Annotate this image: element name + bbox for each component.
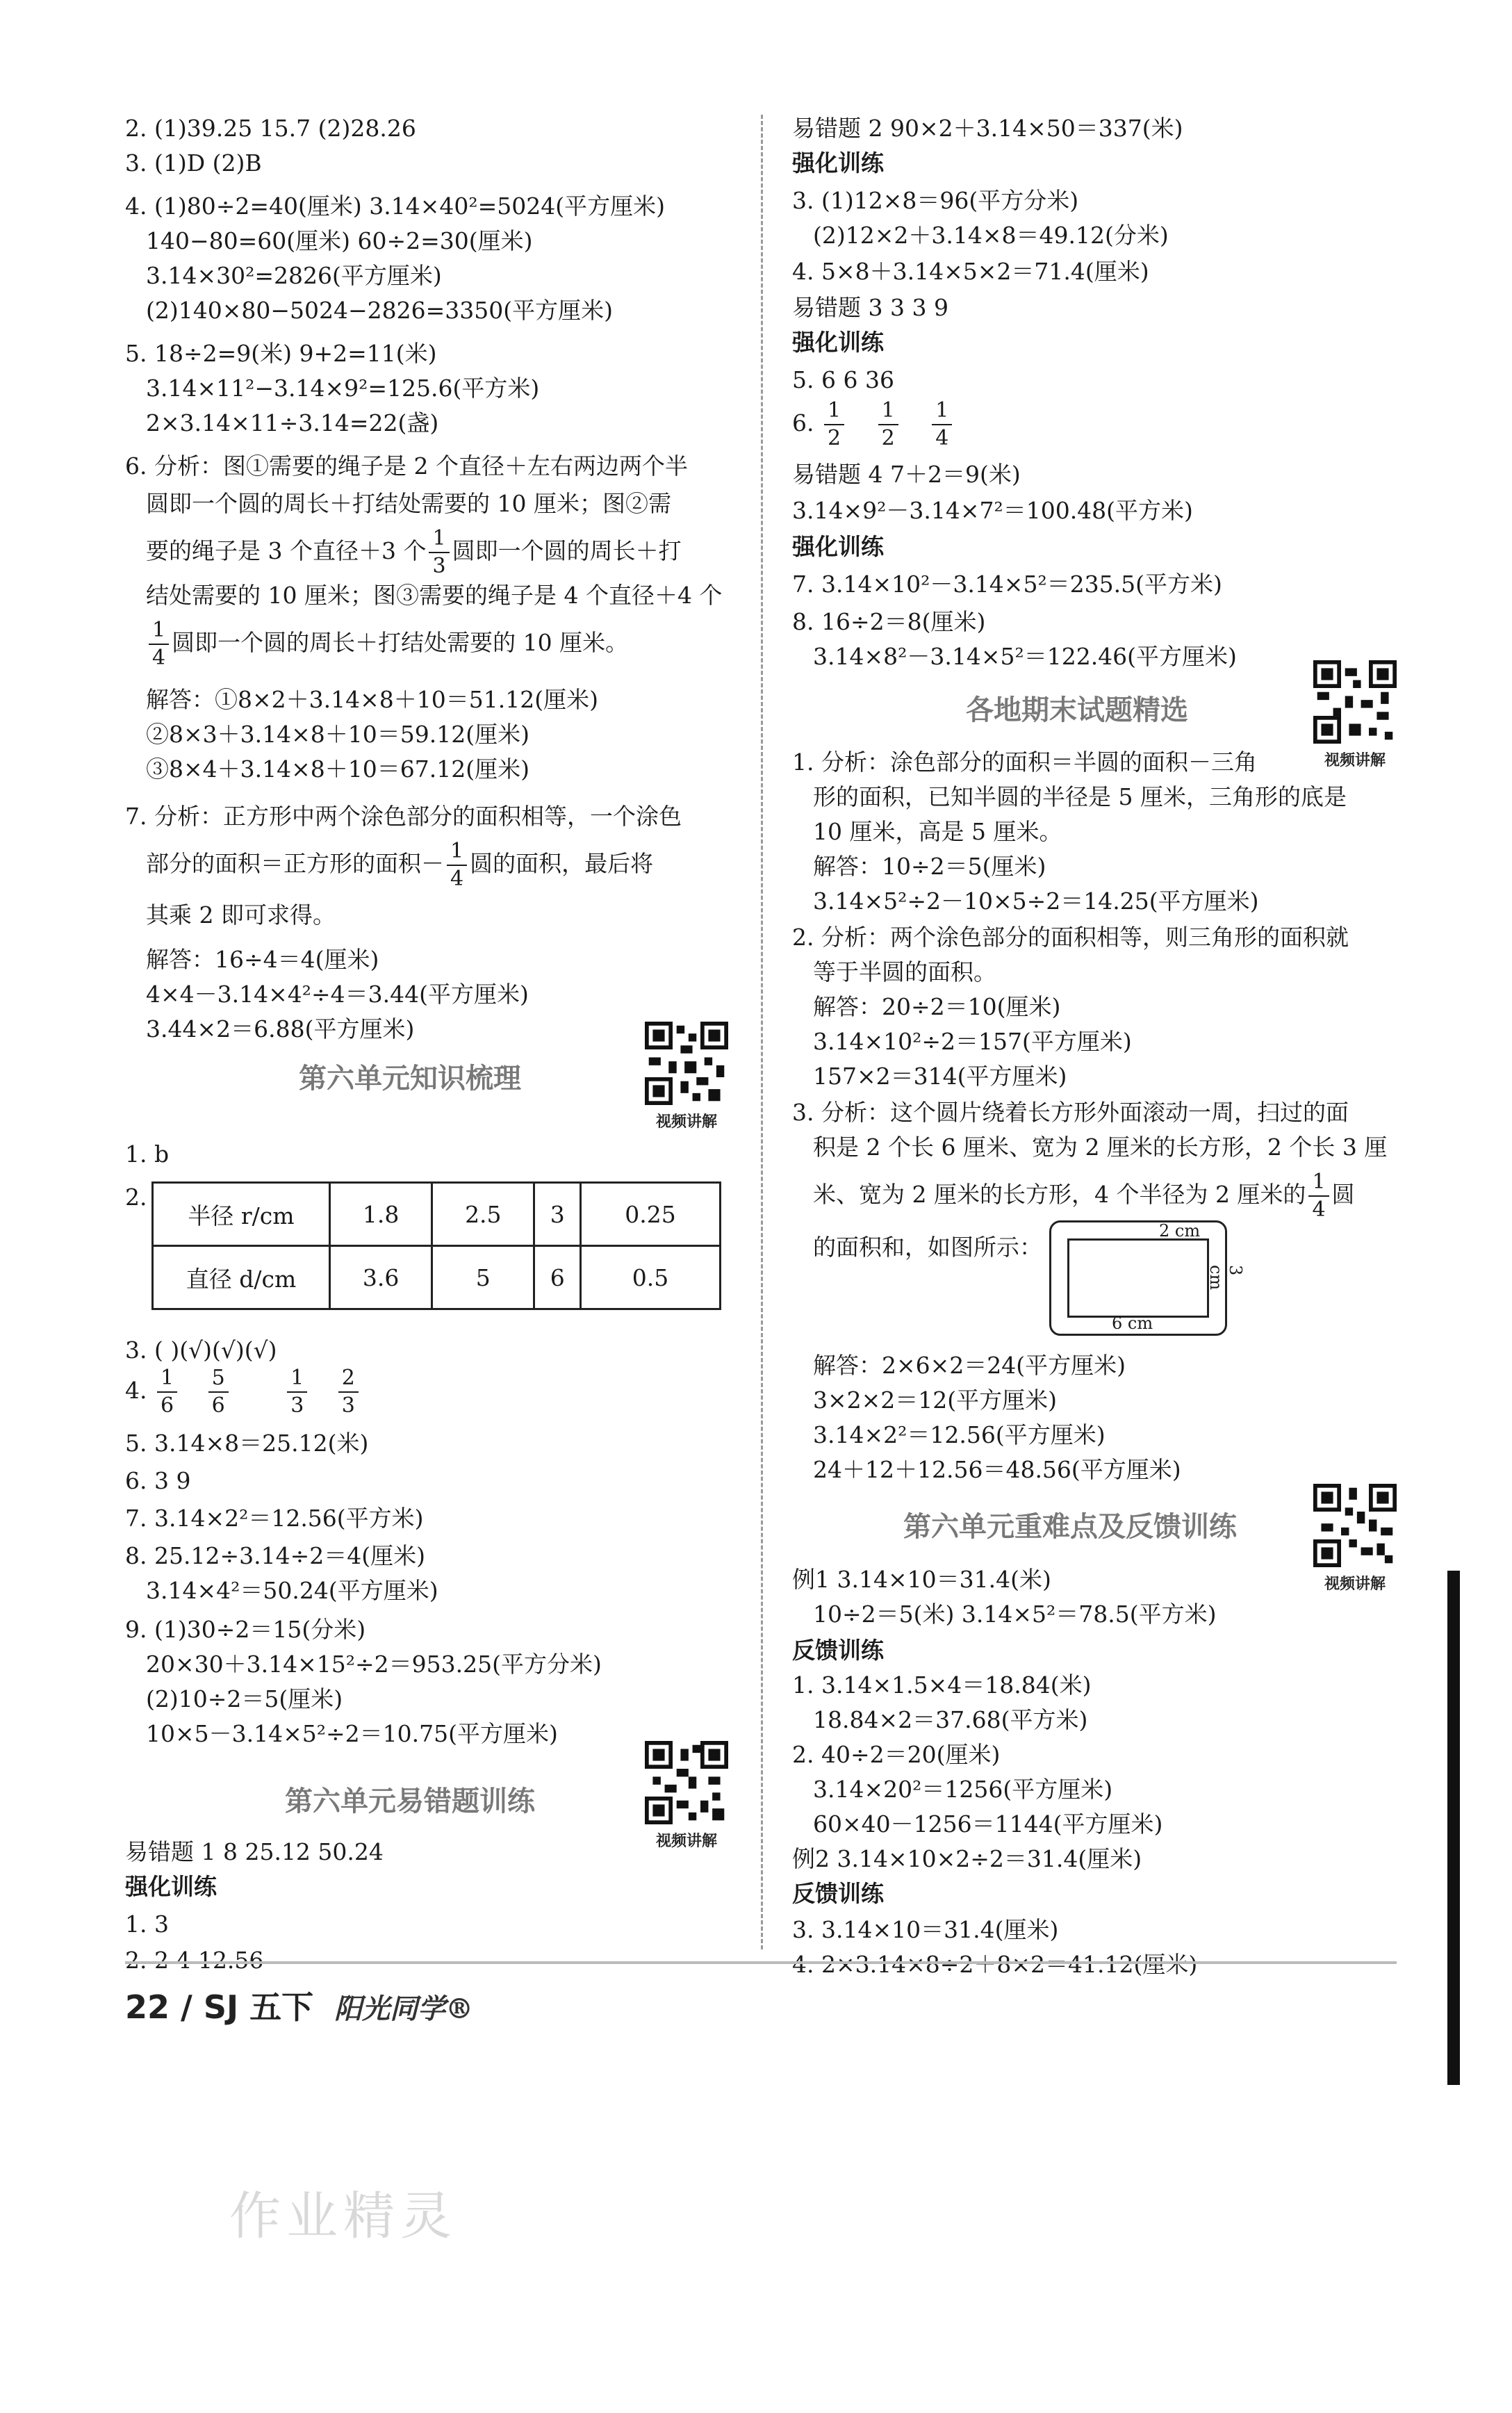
- denominator: 4: [450, 867, 464, 891]
- qr-caption: 视频讲解: [1324, 752, 1386, 769]
- section-title-knowledge: 第六单元知识梳理: [299, 1063, 521, 1095]
- denominator: 6: [161, 1393, 174, 1418]
- knowledge-1: [125, 1137, 169, 1172]
- answer-4: 4. (1)80÷2=40(厘米) 3.14×40²=5024(平方厘米): [125, 193, 665, 220]
- exam-1-line: 形的面积，已知半圆的半径是 5 厘米，三角形的底是: [813, 783, 1347, 810]
- table-header-cell: 半径 r/cm: [153, 1183, 330, 1246]
- text-segment: 部分的面积＝正方形的面积－: [146, 850, 444, 877]
- fraction: [932, 400, 952, 449]
- qr-code-icon[interactable]: [1313, 660, 1397, 744]
- knowledge-2-label: 2.: [125, 1184, 147, 1211]
- text-segment: 圆即一个圆的周长＋打: [452, 537, 682, 564]
- practice-7: 7. 3.14×10²－3.14×5²＝235.5(平方米): [792, 571, 1222, 598]
- item-label: 6.: [792, 409, 814, 436]
- practice-6: [792, 400, 955, 449]
- answer-4-line: 140−80=60(厘米) 60÷2=30(厘米): [146, 227, 533, 254]
- mistake-4-line: 3.14×9²－3.14×7²＝100.48(平方米): [792, 497, 1193, 524]
- numerator: 1: [429, 528, 449, 553]
- radius-diameter-table: [151, 1181, 721, 1310]
- qr-code-icon[interactable]: [645, 1741, 728, 1824]
- answer-4-line: 3.14×30²=2826(平方厘米): [146, 262, 442, 289]
- practice-heading: 强化训练: [792, 533, 884, 560]
- answer-5: 5. 18÷2=9(米) 9+2=11(米): [125, 340, 437, 367]
- table-cell: 2.5: [432, 1183, 534, 1246]
- answer-6-line: 圆即一个圆的周长＋打结处需要的 10 厘米；图②需: [146, 490, 671, 517]
- feedback-4: 4. 2×3.14×8÷2＋8×2＝41.12(厘米): [792, 1951, 1198, 1978]
- answer-7-line: [146, 841, 653, 890]
- knowledge-9: 9. (1)30÷2＝15(分米): [125, 1616, 366, 1643]
- table-cell: 6: [534, 1246, 581, 1309]
- denominator: 2: [881, 426, 895, 450]
- practice-5: 5. 6 6 36: [792, 366, 894, 393]
- numerator: 2: [338, 1368, 359, 1393]
- section-title-final-exams: 各地期末试题精选: [966, 694, 1188, 726]
- exam-2-line: 等于半圆的面积。: [813, 958, 996, 985]
- denominator: 4: [935, 426, 949, 450]
- exam-1: 1. 分析：涂色部分的面积＝半圆的面积－三角: [792, 749, 1257, 776]
- practice-4: 4. 5×8＋3.14×5×2＝71.4(厘米): [792, 258, 1149, 285]
- feedback-heading: 反馈训练: [792, 1637, 884, 1664]
- feedback-2-line: 3.14×20²＝1256(平方厘米): [813, 1776, 1113, 1803]
- answer-6-line: [146, 620, 628, 669]
- text-segment: 米、宽为 2 厘米的长方形，4 个半径为 2 厘米的: [813, 1181, 1306, 1208]
- qr-code-icon[interactable]: [1313, 1484, 1397, 1567]
- numerator: 1: [1308, 1172, 1329, 1197]
- numerator: 1: [932, 400, 952, 425]
- exam-3: 3. 分析：这个圆片绕着长方形外面滚动一周，扫过的面: [792, 1099, 1349, 1126]
- table-cell: 0.25: [580, 1183, 720, 1246]
- numerator: 5: [208, 1368, 229, 1393]
- denominator: 3: [290, 1393, 304, 1418]
- page-number: 22 / SJ 五下: [125, 1988, 314, 2026]
- mistake-4: 易错题 4 7＋2＝9(米): [792, 461, 1021, 488]
- feedback-heading: 反馈训练: [792, 1880, 884, 1907]
- fraction: [149, 620, 169, 669]
- exam-2-solution: 3.14×10²÷2＝157(平方厘米): [813, 1028, 1132, 1055]
- fraction: [878, 400, 898, 449]
- practice-heading: 强化训练: [792, 329, 884, 356]
- mistake-2: 易错题 2 90×2＋3.14×50＝337(米): [792, 115, 1183, 142]
- text-segment: 圆的面积，最后将: [470, 850, 654, 877]
- table-header-cell: 直径 d/cm: [153, 1246, 330, 1309]
- numerator: 1: [149, 620, 169, 645]
- answer-6-solution: ②8×3＋3.14×8＋10＝59.12(厘米): [146, 721, 529, 748]
- qr-caption: 视频讲解: [655, 1833, 717, 1850]
- example-1: 例1 3.14×10＝31.4(米): [792, 1566, 1051, 1593]
- column-divider: [761, 115, 763, 1949]
- table-row: [153, 1183, 721, 1246]
- exam-3-line: 积是 2 个长 6 厘米、宽为 2 厘米的长方形，2 个长 3 厘: [813, 1134, 1388, 1161]
- numerator: 1: [157, 1368, 177, 1393]
- answer-7: 7. 分析：正方形中两个涂色部分的面积相等，一个涂色: [125, 803, 682, 830]
- exam-1-line: 10 厘米，高是 5 厘米。: [813, 818, 1062, 845]
- text-segment: 圆即一个圆的周长＋打结处需要的 10 厘米。: [172, 629, 629, 656]
- qr-caption: 视频讲解: [655, 1113, 717, 1131]
- denominator: 2: [828, 426, 841, 450]
- feedback-1-line: 18.84×2＝37.68(平方米): [813, 1706, 1088, 1733]
- table-row: [153, 1246, 721, 1309]
- exam-3-line: 的面积和，如图所示：: [813, 1234, 1042, 1261]
- figure-inner-rect: [1067, 1238, 1209, 1318]
- answer-6: 6. 分析：图①需要的绳子是 2 个直径＋左右两边两个半: [125, 452, 688, 480]
- practice-8: 8. 16÷2＝8(厘米): [792, 608, 986, 635]
- section-title-key-points: 第六单元重难点及反馈训练: [903, 1511, 1237, 1543]
- feedback-1: 1. 3.14×1.5×4＝18.84(米): [792, 1671, 1092, 1699]
- denominator: 4: [152, 646, 166, 670]
- exam-3-solution: 解答：2×6×2＝24(平方厘米): [813, 1352, 1126, 1379]
- practice-2: 2. 2 4 12.56: [125, 1947, 264, 1974]
- table-cell: 3: [534, 1183, 581, 1246]
- answer-6-solution: 解答：①8×2＋3.14×8＋10＝51.12(厘米): [146, 686, 598, 713]
- brand-logo: 阳光同学®: [334, 1993, 474, 2025]
- answer-7-solution: 解答：16÷4＝4(厘米): [146, 946, 379, 973]
- knowledge-8: 8. 25.12÷3.14÷2＝4(厘米): [125, 1542, 425, 1569]
- answer-6-line: [146, 528, 682, 577]
- fraction: [1308, 1172, 1329, 1220]
- exam-3-solution: 24＋12＋12.56＝48.56(平方厘米): [813, 1456, 1181, 1483]
- knowledge-3: 3. ( )(√)(√)(√): [125, 1336, 277, 1364]
- denominator: 6: [211, 1393, 225, 1418]
- exam-1-solution: 解答：10÷2＝5(厘米): [813, 853, 1046, 880]
- exam-3-solution: 3×2×2＝12(平方厘米): [813, 1387, 1058, 1414]
- page-edge-bar: [1447, 1571, 1460, 2085]
- knowledge-1-text: 1. b: [125, 1140, 170, 1168]
- fraction: [429, 528, 449, 577]
- exam-1-solution: 3.14×5²÷2－10×5÷2＝14.25(平方厘米): [813, 888, 1259, 915]
- answer-2: 2. (1)39.25 15.7 (2)28.26: [125, 115, 416, 142]
- knowledge-9-line: 20×30＋3.14×15²÷2＝953.25(平方分米): [146, 1651, 602, 1678]
- exam-2: 2. 分析：两个涂色部分的面积相等，则三角形的面积就: [792, 924, 1349, 951]
- figure-label-top: 2 cm: [1159, 1221, 1201, 1241]
- feedback-2-line: 60×40－1256＝1144(平方厘米): [813, 1810, 1163, 1838]
- table-cell: 3.6: [330, 1246, 432, 1309]
- qr-code-icon[interactable]: [645, 1022, 728, 1105]
- practice-3-line: (2)12×2＋3.14×8＝49.12(分米): [813, 222, 1169, 249]
- denominator: 3: [341, 1393, 355, 1418]
- fraction: [824, 400, 844, 449]
- feedback-3: 3. 3.14×10＝31.4(厘米): [792, 1916, 1059, 1943]
- figure-label-right: 3 cm: [1206, 1265, 1245, 1291]
- mistake-3: 易错题 3 3 3 9: [792, 294, 948, 321]
- mistake-1: 易错题 1 8 25.12 50.24: [125, 1838, 384, 1865]
- answer-5-line: 3.14×11²−3.14×9²=125.6(平方米): [146, 375, 540, 402]
- figure-label-bottom: 6 cm: [1112, 1314, 1153, 1333]
- answer-7-solution: 3.44×2＝6.88(平方厘米): [146, 1015, 415, 1042]
- qr-caption: 视频讲解: [1324, 1576, 1386, 1593]
- knowledge-7: 7. 3.14×2²＝12.56(平方米): [125, 1505, 424, 1532]
- numerator: 1: [447, 841, 467, 866]
- practice-8-line: 3.14×8²－3.14×5²＝122.46(平方厘米): [813, 643, 1237, 670]
- answer-4-line: (2)140×80−5024−2826=3350(平方厘米): [146, 297, 614, 324]
- knowledge-5: 5. 3.14×8＝25.12(米): [125, 1430, 369, 1457]
- table-cell: 5: [432, 1246, 534, 1309]
- example-2: 例2 3.14×10×2÷2＝31.4(厘米): [792, 1845, 1142, 1872]
- footer-rule: [125, 1961, 1397, 1964]
- example-1-line: 10÷2＝5(米) 3.14×5²＝78.5(平方米): [813, 1601, 1217, 1628]
- fraction: [208, 1368, 229, 1416]
- text-segment: 要的绳子是 3 个直径＋3 个: [146, 537, 427, 564]
- answer-5-line: 2×3.14×11÷3.14=22(盏): [146, 409, 439, 436]
- denominator: 4: [1312, 1197, 1326, 1222]
- text-segment: 圆: [1331, 1181, 1355, 1208]
- practice-3: 3. (1)12×8＝96(平方分米): [792, 187, 1079, 214]
- answer-6-solution: ③8×4＋3.14×8＋10＝67.12(厘米): [146, 755, 529, 783]
- numerator: 1: [878, 400, 898, 425]
- practice-heading: 强化训练: [125, 1873, 217, 1900]
- knowledge-6: 6. 3 9: [125, 1467, 191, 1494]
- practice-1: 1. 3: [125, 1911, 169, 1938]
- denominator: 3: [432, 554, 446, 578]
- section-title-mistakes: 第六单元易错题训练: [285, 1785, 535, 1817]
- watermark: 作业精灵: [229, 2186, 457, 2246]
- exam-2-solution: 157×2＝314(平方厘米): [813, 1063, 1067, 1090]
- answer-6-line: 结处需要的 10 厘米；图③需要的绳子是 4 个直径＋4 个: [146, 582, 723, 609]
- knowledge-4: [125, 1368, 361, 1416]
- numerator: 1: [287, 1368, 307, 1393]
- knowledge-8-line: 3.14×4²＝50.24(平方厘米): [146, 1577, 438, 1604]
- knowledge-9-line: (2)10÷2＝5(厘米): [146, 1685, 343, 1712]
- exam-3-line: [813, 1172, 1355, 1220]
- table-cell: 1.8: [330, 1183, 432, 1246]
- table-cell: 0.5: [580, 1246, 720, 1309]
- knowledge-9-line: 10×5－3.14×5²÷2＝10.75(平方厘米): [146, 1720, 558, 1747]
- exam-2-solution: 解答：20÷2＝10(厘米): [813, 993, 1061, 1020]
- item-label: 4.: [125, 1377, 147, 1404]
- fraction: [287, 1368, 307, 1416]
- exam-3-solution: 3.14×2²＝12.56(平方厘米): [813, 1421, 1106, 1448]
- answer-3: 3. (1)D (2)B: [125, 149, 262, 177]
- fraction: [157, 1368, 177, 1416]
- practice-heading: 强化训练: [792, 149, 884, 177]
- fraction: [447, 841, 467, 890]
- fraction: [338, 1368, 359, 1416]
- page-footer: [125, 1982, 473, 2028]
- answer-7-solution: 4×4－3.14×4²÷4＝3.44(平方厘米): [146, 981, 529, 1008]
- answer-7-line: 其乘 2 即可求得。: [146, 901, 336, 929]
- feedback-2: 2. 40÷2＝20(厘米): [792, 1741, 1001, 1768]
- numerator: 1: [824, 400, 844, 425]
